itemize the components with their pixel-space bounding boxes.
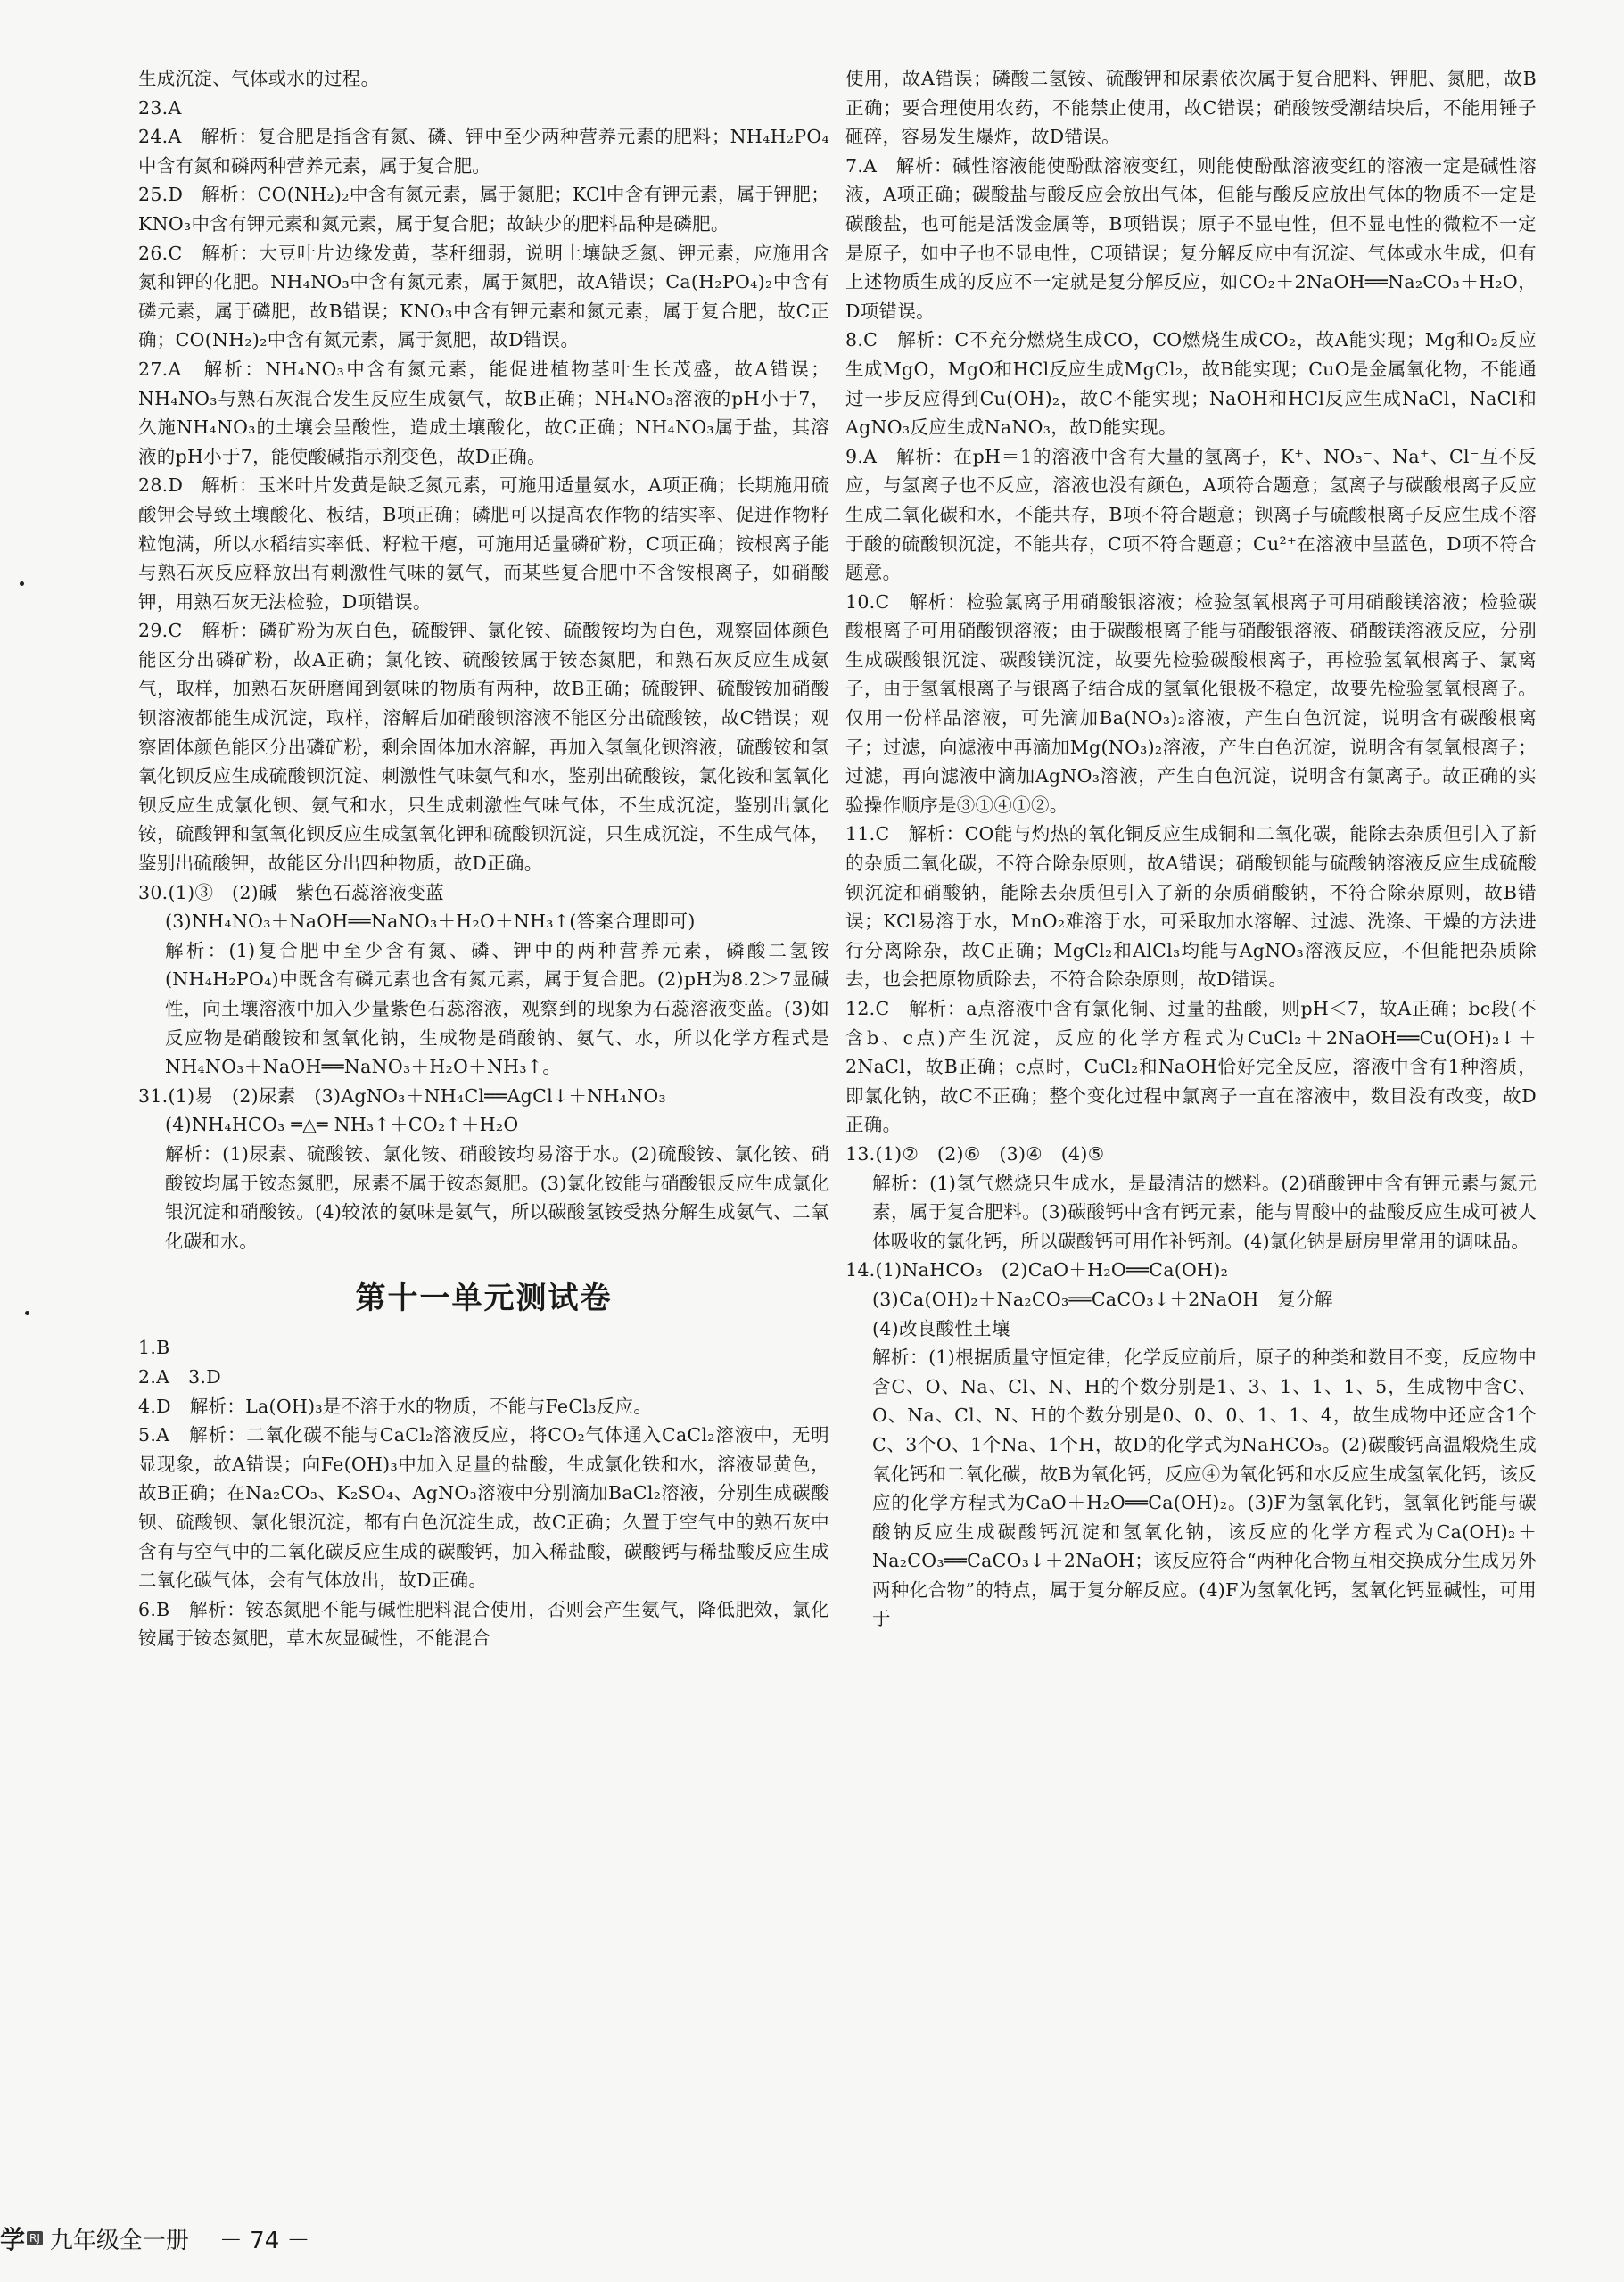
footer-grade: 九年级全一册 — [49, 2227, 189, 2254]
answer-27: 27.A 解析：NH₄NO₃中含有氮元素，能促进植物茎叶生长茂盛，故A错误；NH₄NO₃与熟石灰混合发生反应生成氨气，故B正确；NH₄NO₃溶液的pH小于7，久施NH₄NO₃的土壤会呈酸性，造成土壤酸化，故C正确；NH₄NO₃属于盐，其溶液的pH小于7，能使酸碱指示剂变色，故D正确。 — [138, 358, 829, 467]
answer-25: 25.D 解析：CO(NH₂)₂中含有氮元素，属于氮肥；KCl中含有钾元素，属于钾肥；KNO₃中含有钾元素和氮元素，属于复合肥；故缺少的肥料品种是磷肥。 — [138, 184, 829, 235]
answer-29: 29.C 解析：磷矿粉为灰白色，硫酸钾、氯化铵、硫酸铵均为白色，观察固体颜色能区分出磷矿粉，故A正确；氯化铵、硫酸铵属于铵态氮肥，和熟石灰反应生成氨气，取样，加熟石灰研磨闻到氨味的物质有两种，故B正确；硫酸钾、硫酸铵加硝酸钡溶液都能生成沉淀，取样，溶解后加硝酸钡溶液不能区分出硫酸铵，故C错误；观察固体颜色能区分出磷矿粉，剩余固体加水溶解，再加入氢氧化钡溶液，硫酸铵和氢氧化钡反应生成硫酸钡沉淀、刺激性气味氨气和水，鉴别出硫酸铵，氯化铵和氢氧化钡反应生成氯化钡、氨气和水，只生成刺激性气味气体，不生成沉淀，鉴别出氯化铵，硫酸钾和氢氧化钡反应生成氢氧化钾和硫酸钡沉淀，只生成沉淀，不生成气体，鉴别出硫酸钾，故能区分出四种物质，故D正确。 — [138, 620, 829, 875]
page-footer — [0, 2220, 310, 2256]
answer-10: 10.C 解析：检验氯离子用硝酸银溶液；检验氢氧根离子可用硝酸镁溶液；检验碳酸根离子可用硝酸钡溶液；由于碳酸根离子能与硝酸银溶液、硝酸镁溶液反应，分别生成碳酸银沉淀、碳酸镁沉淀，故要先检验碳酸根离子，再检验氢氧根离子、氯离子，由于氢氧根离子与银离子结合成的氢氧化银极不稳定，故要先检验氢氧根离子。仅用一份样品溶液，可先滴加Ba(NO₃)₂溶液，产生白色沉淀，说明含有碳酸根离子；过滤，向滤液中再滴加Mg(NO₃)₂溶液，产生白色沉淀，说明含有氢氧根离子；过滤，再向滤液中滴加AgNO₃溶液，产生白色沉淀，说明含有氯离子。故正确的实验操作顺序是③①④①②。 — [845, 590, 1537, 816]
answer-14-part4: (4)改良酸性土壤 — [872, 1317, 1010, 1339]
answer-11: 11.C 解析：CO能与灼热的氧化铜反应生成铜和二氧化碳，能除去杂质但引入了新的杂质二氧化碳，不符合除杂原则，故A错误；硝酸钡能与硫酸钠溶液反应生成硫酸钡沉淀和硝酸钠，能除去杂质但引入了新的杂质硝酸钠，不符合除杂原则，故B错误；KCl易溶于水，MnO₂难溶于水，可采取加水溶解、过滤、洗涤、干燥的方法进行分离除杂，故C正确；MgCl₂和AlCl₃均能与AgNO₃溶液反应，不但能把杂质除去，也会把原物质除去，不符合除杂原则，故D错误。 — [845, 823, 1537, 991]
answer-24: 24.A 解析：复合肥是指含有氮、磷、钾中至少两种营养元素的肥料；NH₄H₂PO₄中含有氮和磷两种营养元素，属于复合肥。 — [138, 126, 829, 177]
answer-31-equation: (4)NH₄HCO₃ ═△═ NH₃↑＋CO₂↑＋H₂O — [165, 1114, 519, 1136]
margin-dot — [20, 581, 24, 586]
answer-6: 6.B 解析：铵态氮肥不能与碱性肥料混合使用，否则会产生氨气，降低肥效，氯化铵属于铵态氮肥，草木灰显碱性，不能混合 — [138, 1598, 829, 1650]
answer-7: 7.A 解析：碱性溶液能使酚酞溶液变红，则能使酚酞溶液变红的溶液一定是碱性溶液，A项正确；碳酸盐与酸反应会放出气体，但能与酸反应放出气体的物质不一定是碳酸盐，也可能是活泼金属等，B项错误；原子不显电性，但不显电性的微粒不一定是原子，如中子也不显电性，C项错误；复分解反应中有沉淀、气体或水生成，但有上述物质生成的反应不一定就是复分解反应，如CO₂＋2NaOH══Na₂CO₃＋H₂O，D项错误。 — [845, 154, 1537, 322]
answer-9: 9.A 解析：在pH＝1的溶液中含有大量的氢离子，K⁺、NO₃⁻、Na⁺、Cl⁻互不反应，与氢离子也不反应，溶液也没有颜色，A项符合题意；氢离子与碳酸根离子反应生成二氧化碳和水，不能共存，B项不符合题意；钡离子与硫酸根离子反应生成不溶于酸的硫酸钡沉淀，不能共存，C项不符合题意；Cu²⁺在溶液中呈蓝色，D项不符合题意。 — [845, 445, 1537, 584]
answer-2-3: 2.A 3.D — [138, 1365, 221, 1388]
answer-5: 5.A 解析：二氧化碳不能与CaCl₂溶液反应，将CO₂气体通入CaCl₂溶液中，无明显现象，故A错误；向Fe(OH)₃中加入足量的盐酸，生成氯化铁和水，溶液显黄色，故B正确；在Na₂CO₃、K₂SO₄、AgNO₃溶液中分别滴加BaCl₂溶液，分别生成碳酸钡、硫酸钡、氯化银沉淀，都有白色沉淀生成，故C正确；久置于空气中的熟石灰中含有与空气中的二氧化碳反应生成的碳酸钙，加入稀盐酸，碳酸钙与稀盐酸反应生成二氧化碳气体，会有气体放出，故D正确。 — [138, 1424, 829, 1592]
section-title: 第十一单元测试卷 — [355, 1281, 613, 1317]
margin-dot — [25, 1311, 29, 1315]
answer-13-analysis: 解析：(1)氢气燃烧只生成水，是最清洁的燃料。(2)硝酸钾中含有钾元素与氮元素，属于复合肥料。(3)碳酸钙中含有钙元素，能与胃酸中的盐酸反应生成可被人体吸收的氯化钙，所以碳酸钙可用作补钙剂。(4)氯化钠是厨房里常用的调味品。 — [872, 1172, 1537, 1252]
answer-23: 23.A — [138, 96, 182, 119]
answer-4: 4.D 解析：La(OH)₃是不溶于水的物质，不能与FeCl₃反应。 — [138, 1395, 653, 1417]
answer-1: 1.B — [138, 1337, 170, 1359]
left-column — [138, 64, 829, 1653]
answer-6-cont: 使用，故A错误；磷酸二氢铵、硫酸钾和尿素依次属于复合肥料、钾肥、氮肥，故B正确；要合理使用农药，不能禁止使用，故C错误；硝酸铵受潮结块后，不能用锤子砸碎，容易发生爆炸，故D错误。 — [845, 68, 1537, 148]
answer-26: 26.C 解析：大豆叶片边缘发黄，茎秆细弱，说明土壤缺乏氮、钾元素，应施用含氮和钾的化肥。NH₄NO₃中含有氮元素，属于氮肥，故A错误；Ca(H₂PO₄)₂中含有磷元素，属于磷肥，故B错误；KNO₃中含有钾元素和氮元素，属于复合肥，故C正确；CO(NH₂)₂中含有氮元素，属于氮肥，故D错误。 — [138, 242, 829, 351]
footer-subject: 学 — [0, 2225, 26, 2254]
answer-12: 12.C 解析：a点溶液中含有氯化铜、过量的盐酸，则pH＜7，故A正确；bc段(不含b、c点)产生沉淀，反应的化学方程式为CuCl₂＋2NaOH══Cu(OH)₂↓＋2NaCl，故B正确；c点时，CuCl₂和NaOH恰好完全反应，溶液中含有1种溶质，即氯化钠，故C不正确；整个变化过程中氯离子一直在溶液中，数目没有改变，故D正确。 — [845, 998, 1537, 1136]
answer-30: 30.(1)③ (2)碱 紫色石蕊溶液变蓝 — [138, 881, 444, 903]
answer-14-part3: (3)Ca(OH)₂＋Na₂CO₃══CaCO₃↓＋2NaOH 复分解 — [872, 1288, 1333, 1310]
answer-14: 14.(1)NaHCO₃ (2)CaO＋H₂O══Ca(OH)₂ — [845, 1259, 1229, 1281]
footer-badge: RJ — [27, 2231, 43, 2245]
answer-14-analysis: 解析：(1)根据质量守恒定律，化学反应前后，原子的种类和数目不变，反应物中含C、O、Na、Cl、N、H的个数分别是1、3、1、1、1、5，生成物中含C、O、Na、Cl、N、H的个数分别是0、0、0、1、1、4，故生成物中还应含1个C、3个O、1个Na、1个H，故D的化学式为NaHCO₃。(2)碳酸钙高温煅烧生成氧化钙和二氧化碳，故B为氧化钙，反应④为氧化钙和水反应生成氢氧化钙，该反应的化学方程式为CaO＋H₂O══Ca(OH)₂。(3)F为氢氧化钙，氢氧化钙能与碳酸钠反应生成碳酸钙沉淀和氢氧化钠，该反应的化学方程式为Ca(OH)₂＋Na₂CO₃══CaCO₃↓＋2NaOH；该反应符合“两种化合物互相交换成分生成另外两种化合物”的特点，属于复分解反应。(4)F为氢氧化钙，氢氧化钙显碱性，可用于 — [872, 1347, 1537, 1630]
answer-8: 8.C 解析：C不充分燃烧生成CO，CO燃烧生成CO₂，故A能实现；Mg和O₂反应生成MgO，MgO和HCl反应生成MgCl₂，故B能实现；CuO是金属氧化物，不能通过一步反应得到Cu(OH)₂，故C不能实现；NaOH和HCl反应生成NaCl，NaCl和AgNO₃反应生成NaNO₃，故D能实现。 — [845, 329, 1537, 439]
right-column — [845, 64, 1537, 1634]
answer-31: 31.(1)易 (2)尿素 (3)AgNO₃＋NH₄Cl══AgCl↓＋NH₄NO₃ — [138, 1084, 667, 1107]
answer-31-analysis: 解析：(1)尿素、硫酸铵、氯化铵、硝酸铵均易溶于水。(2)硫酸铵、氯化铵、硝酸铵均属于铵态氮肥，尿素不属于铵态氮肥。(3)氯化铵能与硝酸银反应生成氯化银沉淀和硝酸铵。(4)较浓的氨味是氨气，所以碳酸氢铵受热分解生成氨气、二氧化碳和水。 — [165, 1142, 829, 1252]
answer-30-analysis: 解析：(1)复合肥中至少含有氮、磷、钾中的两种营养元素，磷酸二氢铵(NH₄H₂PO₄)中既含有磷元素也含有氮元素，属于复合肥。(2)pH为8.2＞7显碱性，向土壤溶液中加入少量紫色石蕊溶液，观察到的现象为石蕊溶液变蓝。(3)如反应物是硝酸铵和氢氧化钠，生成物是硝酸钠、氨气、水，所以化学方程式是NH₄NO₃＋NaOH══NaNO₃＋H₂O＋NH₃↑。 — [165, 939, 829, 1078]
page-number: － 74 － — [218, 2227, 310, 2254]
answer-30-equation: (3)NH₄NO₃＋NaOH══NaNO₃＋H₂O＋NH₃↑(答案合理即可) — [165, 910, 696, 933]
paragraph: 生成沉淀、气体或水的过程。 — [138, 68, 380, 89]
answer-13: 13.(1)② (2)⑥ (3)④ (4)⑤ — [845, 1142, 1105, 1165]
answer-28: 28.D 解析：玉米叶片发黄是缺乏氮元素，可施用适量氨水，A项正确；长期施用硫酸钾会导致土壤酸化、板结，B项正确；磷肥可以提高农作物的结实率、促进作物籽粒饱满，所以水稻结实率低、籽粒干瘪，可施用适量磷矿粉，C项正确；铵根离子能与熟石灰反应释放出有刺激性气味的氨气，而某些复合肥中不含铵根离子，如硝酸钾，用熟石灰无法检验，D项错误。 — [138, 474, 829, 613]
